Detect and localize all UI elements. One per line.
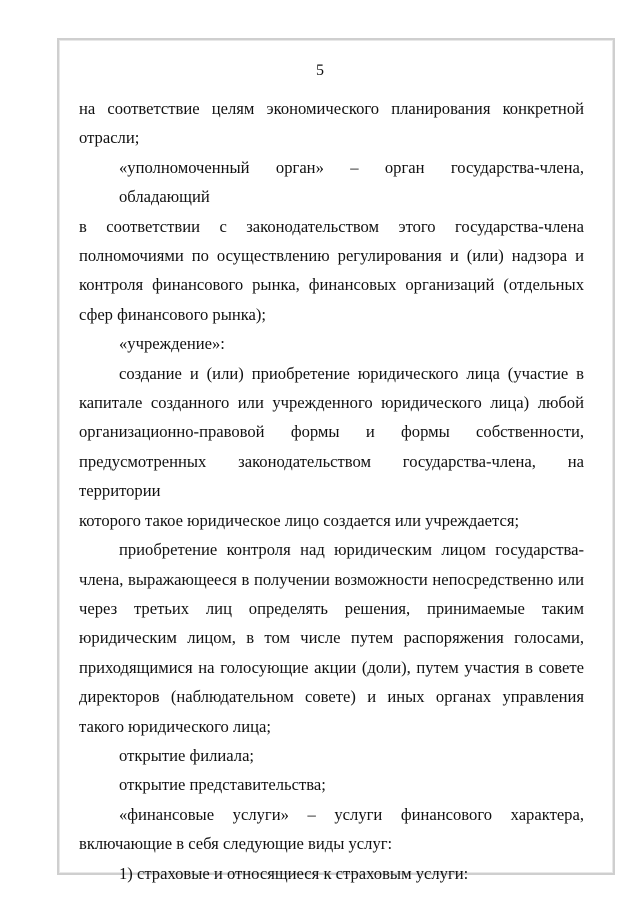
text-line: капитале созданного или учрежденного юридического лица) любой: [79, 393, 584, 413]
text-line: открытие представительства;: [119, 775, 326, 795]
text-line: предусмотренных законодательством государства-члена, на территории: [79, 451, 584, 501]
paragraph: [79, 153, 584, 329]
text-line: через третьих лиц определять решения, принимаемые таким: [79, 598, 584, 618]
paragraph: [79, 770, 584, 799]
text-line: организационно-правовой формы и формы собственности,: [79, 422, 584, 442]
paragraph: [79, 800, 584, 859]
paragraph: [79, 329, 584, 358]
text-line: «учреждение»:: [119, 334, 225, 354]
text-line: на соответствие целям экономического планирования конкретной: [79, 99, 584, 118]
text-line: в соответствии с законодательством этого государства-члена: [79, 216, 584, 236]
text-line: «финансовые услуги» – услуги финансового характера,: [119, 804, 584, 824]
text-line: контроля финансового рынка, финансовых организаций (отдельных: [79, 275, 584, 295]
paragraph: [79, 535, 584, 741]
text-line: открытие филиала;: [119, 745, 255, 765]
paragraph: [79, 741, 584, 770]
text-line: такого юридического лица;: [79, 716, 271, 736]
paragraph: [79, 94, 584, 153]
text-line: члена, выражающееся в получении возможности непосредственно или: [79, 569, 584, 589]
text-line: отрасли;: [79, 128, 140, 148]
paragraph: [79, 359, 584, 535]
text-line: юридическим лицом, в том числе путем распоряжения голосами,: [79, 628, 584, 648]
text-line: приобретение контроля над юридическим лицом государства-: [119, 540, 584, 560]
page-number: 5: [316, 62, 324, 79]
text-line: сфер финансового рынка);: [79, 304, 267, 324]
text-line: включающие в себя следующие виды услуг:: [79, 834, 393, 854]
document-body: [79, 94, 584, 888]
text-line: директоров (наблюдательном совете) и иных органах управления: [79, 687, 584, 707]
text-line: полномочиями по осуществлению регулирования и (или) надзора и: [79, 246, 584, 266]
text-line: 1) страховые и относящиеся к страховым услуги:: [119, 863, 469, 883]
text-line: приходящимися на голосующие акции (доли), путем участия в совете: [79, 657, 584, 677]
paragraph: [79, 859, 584, 888]
text-line: которого такое юридическое лицо создается или учреждается;: [79, 510, 520, 530]
text-line: «уполномоченный орган» – орган государства-члена, обладающий: [119, 157, 584, 207]
text-line: создание и (или) приобретение юридического лица (участие в: [119, 363, 584, 383]
